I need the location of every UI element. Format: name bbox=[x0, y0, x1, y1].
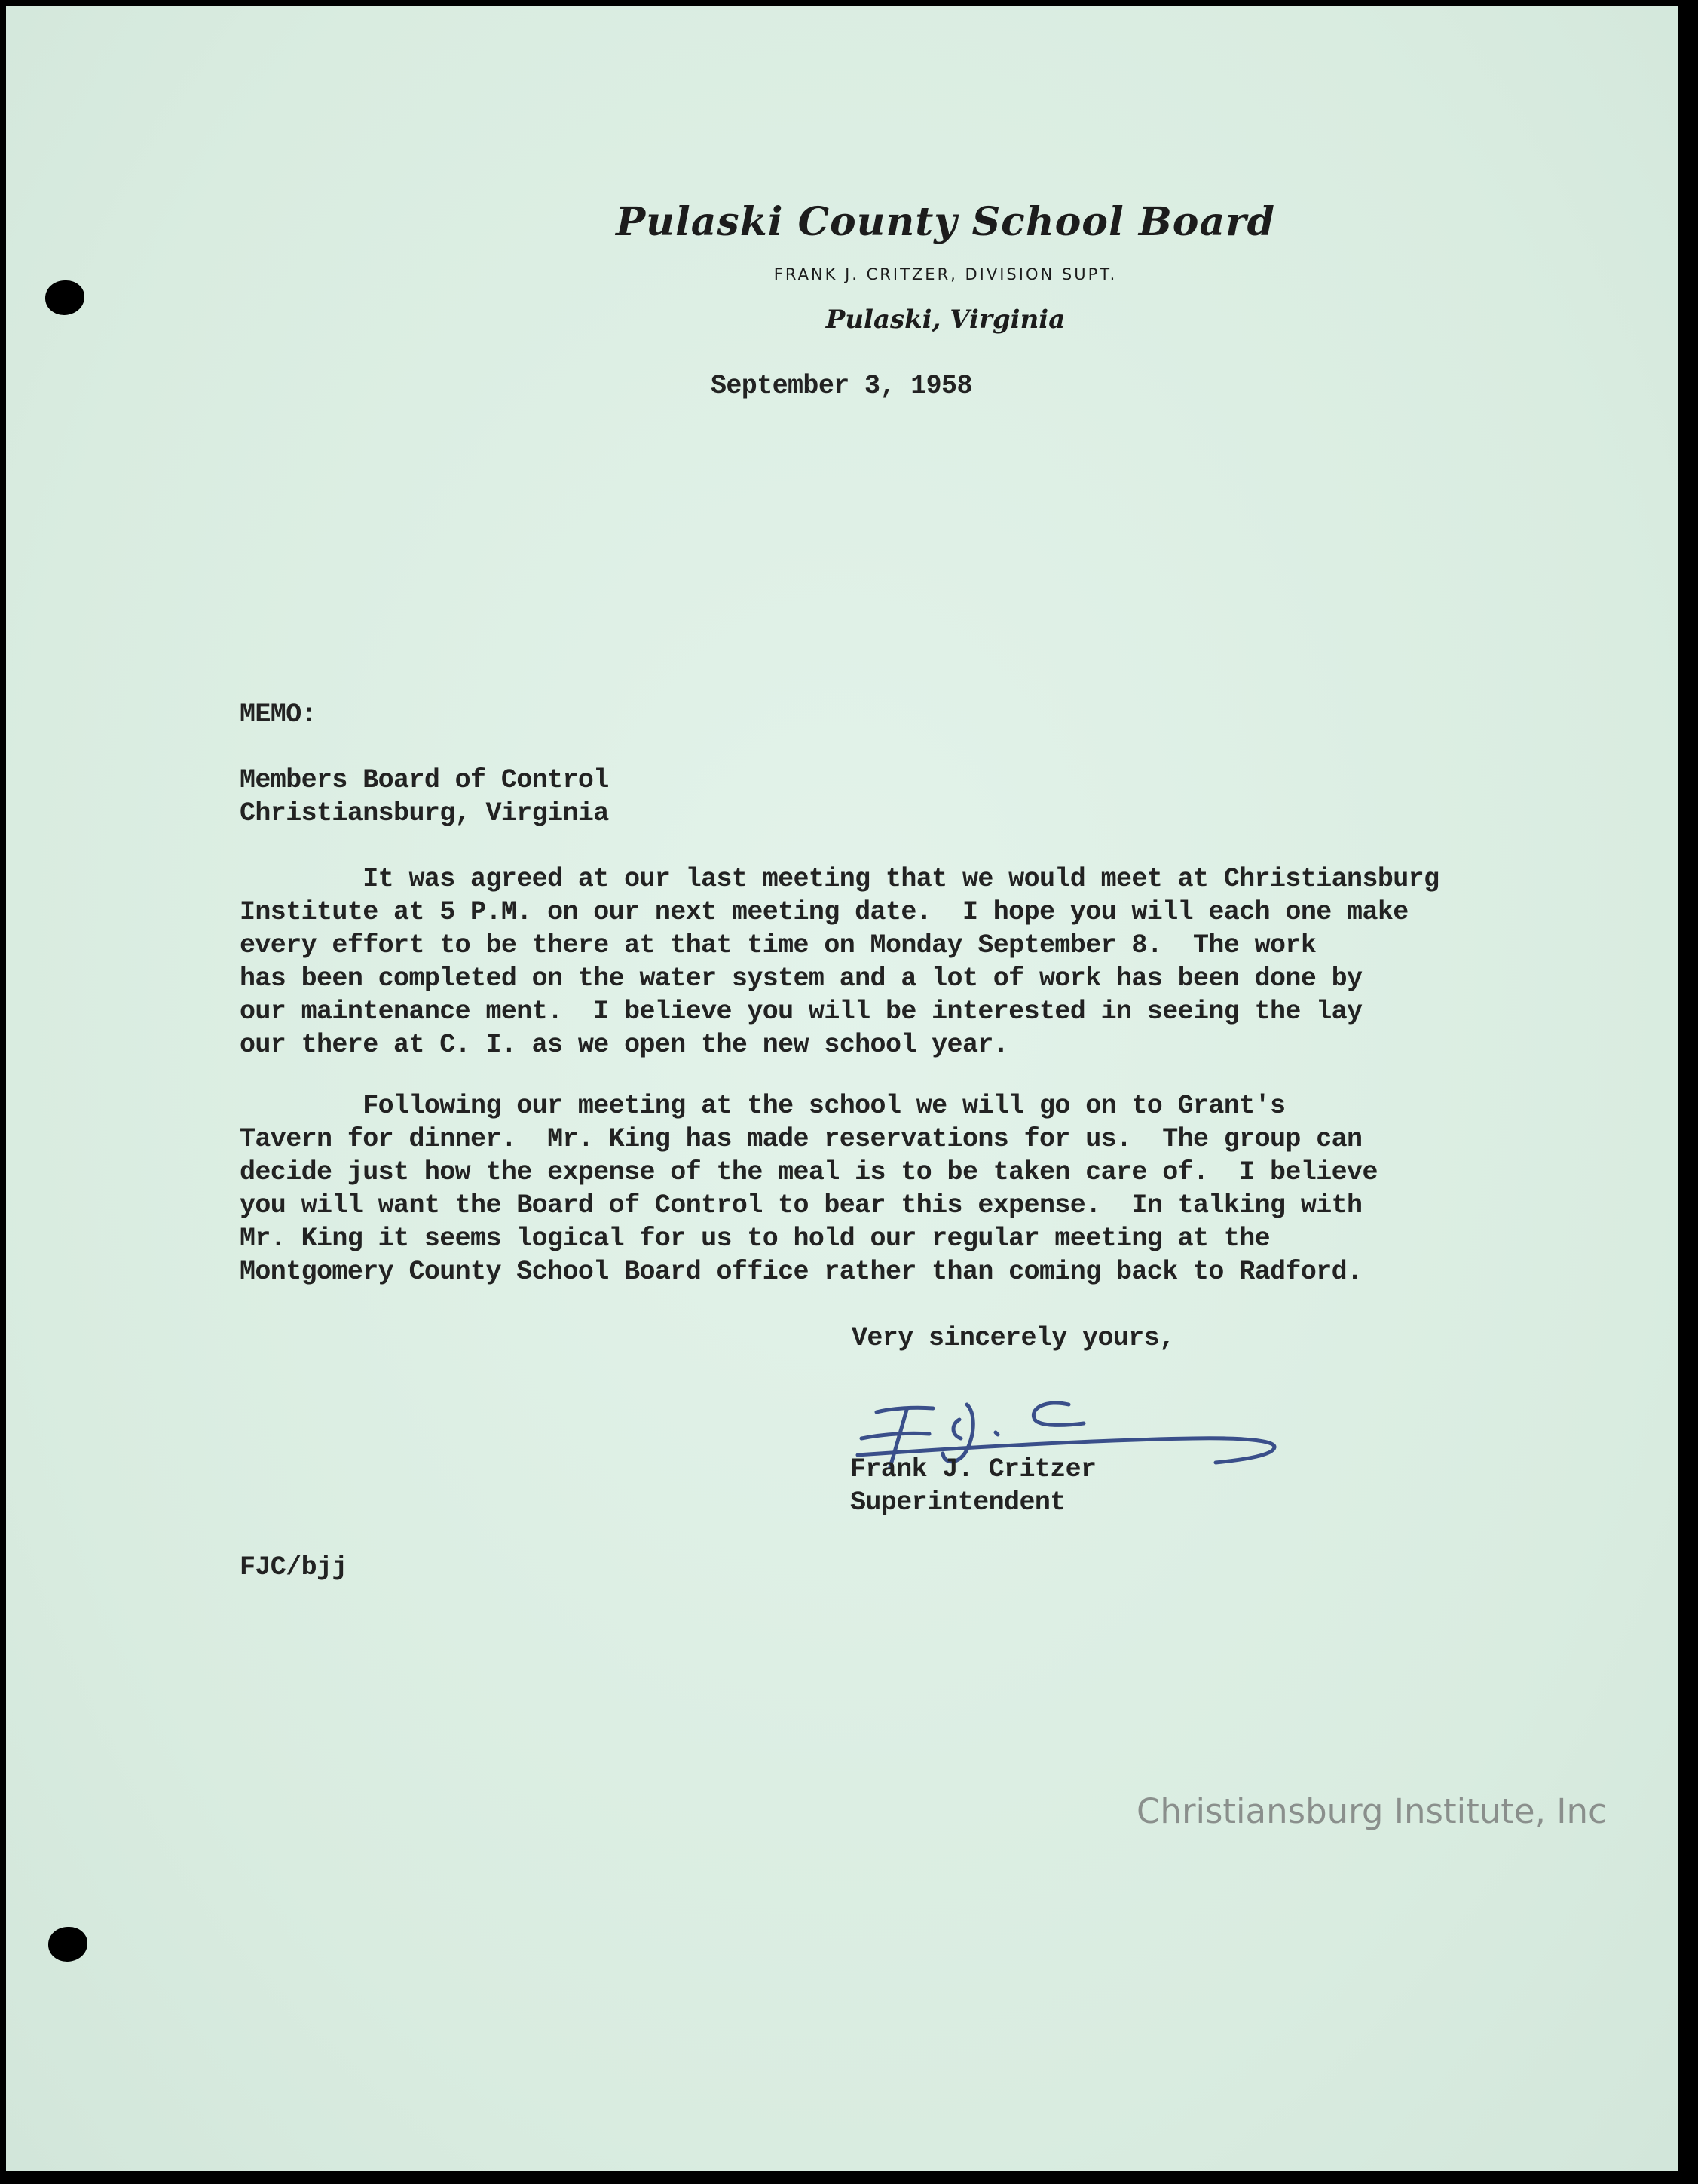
paragraph-2-line: decide just how the expense of the meal is to be taken care of. I believe bbox=[240, 1157, 1378, 1187]
paragraph-1-line: Institute at 5 P.M. on our next meeting date. I hope you will each one make bbox=[240, 897, 1409, 927]
letterhead-city: Pulaski, Virginia bbox=[825, 305, 1066, 335]
memo-label: MEMO: bbox=[240, 700, 317, 730]
signer-name: Frank J. Critzer bbox=[850, 1454, 1097, 1484]
letter-date: September 3, 1958 bbox=[711, 371, 972, 401]
punch-hole-top bbox=[45, 280, 84, 315]
paragraph-1-line: our there at C. I. as we open the new school year. bbox=[240, 1030, 1009, 1060]
paper-sheet bbox=[6, 6, 1678, 2171]
recipient-line-1: Members Board of Control bbox=[240, 765, 609, 795]
recipient-line-2: Christiansburg, Virginia bbox=[240, 798, 609, 829]
signer-title: Superintendent bbox=[850, 1487, 1066, 1518]
paragraph-1-line: our maintenance ment. I believe you will be interested in seeing the lay bbox=[240, 997, 1363, 1027]
letterhead-superintendent: FRANK J. CRITZER, DIVISION SUPT. bbox=[773, 265, 1118, 283]
letterhead-organization: Pulaski County School Board bbox=[616, 199, 1275, 245]
paragraph-2-line: you will want the Board of Control to bear this expense. In talking with bbox=[240, 1190, 1363, 1221]
paragraph-1-line: has been completed on the water system and a lot of work has been done by bbox=[240, 963, 1363, 994]
paragraph-1-line: It was agreed at our last meeting that we would meet at Christiansburg bbox=[240, 864, 1439, 894]
closing-salutation: Very sincerely yours, bbox=[852, 1323, 1175, 1353]
archive-watermark: Christiansburg Institute, Inc bbox=[1137, 1791, 1607, 1831]
paragraph-2-line: Following our meeting at the school we will go on to Grant's bbox=[240, 1091, 1286, 1121]
paragraph-2-line: Mr. King it seems logical for us to hold our regular meeting at the bbox=[240, 1224, 1271, 1254]
paragraph-2-line: Tavern for dinner. Mr. King has made reservations for us. The group can bbox=[240, 1124, 1363, 1154]
paragraph-1-line: every effort to be there at that time on Monday September 8. The work bbox=[240, 930, 1317, 960]
punch-hole-bottom bbox=[48, 1927, 87, 1962]
paragraph-2-line: Montgomery County School Board office rather than coming back to Radford. bbox=[240, 1257, 1363, 1287]
reference-initials: FJC/bjj bbox=[240, 1552, 347, 1582]
